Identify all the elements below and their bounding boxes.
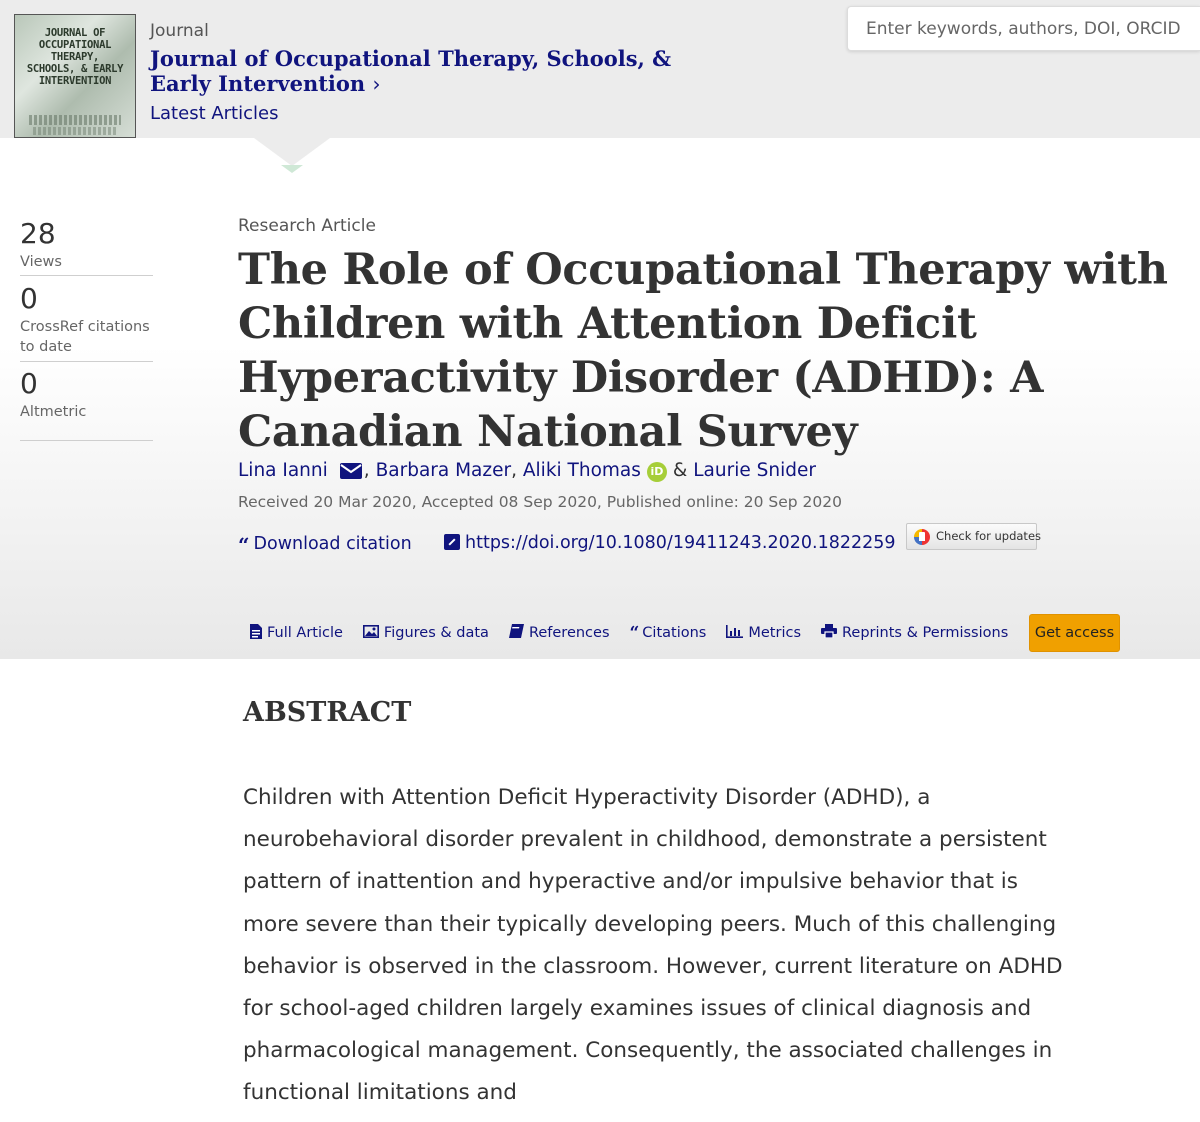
journal-title-link[interactable] [150,46,710,97]
abstract-text: Children with Attention Deficit Hyperactivity Disorder (ADHD), a neurobehavioral disorder prevalent in childhood, demonstrate a persistent pattern of inattention and hyperactive and/or impulsive behavior that is more severe than their typically developing peers. Much of this challenging behavior is observed in the classroom. However, current literature on ADHD for school-aged children largely examines issues of clinical diagnosis and pharmacological management. Consequently, the associated challenges in functional limitations and [243,785,1063,1106]
author-link[interactable]: Aliki Thomas [522,460,641,481]
author-separator: , [511,460,517,481]
abstract-heading: ABSTRACT [243,697,412,728]
metric-altmetric[interactable] [20,369,153,441]
article-type: Research Article [238,216,376,236]
tab-references[interactable] [509,624,610,642]
doi-text: https://doi.org/10.1080/19411243.2020.1822259 [465,533,896,553]
tab-label: References [528,625,610,641]
metric-views-label: Views [20,254,62,270]
metric-crossref-citations[interactable] [20,284,153,362]
metric-views [20,219,153,276]
crossmark-icon [914,529,930,545]
author-link[interactable]: Barbara Mazer [375,460,512,481]
article-title: The Role of Occupational Therapy with Children with Attention Deficit Hyperactivity Disorder (ADHD): A Canadian National Survey [238,245,1168,457]
check-for-updates-button[interactable] [906,523,1042,550]
tab-label: Metrics [748,625,801,641]
check-updates-label: Check for updates [936,529,1042,543]
print-icon [821,624,837,642]
external-link-icon [444,534,460,550]
tab-reprints-permissions[interactable] [821,624,1008,642]
cover-title: JOURNAL OF OCCUPATIONAL THERAPY, SCHOOLS, & EARLY INTERVENTION [26,27,124,87]
download-citation-link[interactable] [238,533,412,557]
quote-icon: “ [629,623,640,643]
author-separator: & [672,460,688,481]
metric-views-value: 28 [20,217,56,250]
article-tab-nav [250,614,1028,652]
author-link[interactable]: Laurie Snider [693,460,816,481]
author-separator: , [363,460,370,481]
metric-crossref-label: CrossRef citations to date [20,319,150,355]
tab-citations[interactable] [630,623,707,643]
get-access-button[interactable]: Get access [1029,614,1120,652]
journal-title-text: Journal of Occupational Therapy, Schools, & Early Intervention [150,46,672,96]
email-icon[interactable] [340,463,362,484]
bar-chart-icon [726,625,743,642]
journal-cover-image[interactable] [14,14,136,138]
document-icon [250,624,262,643]
journal-label: Journal [150,21,209,41]
quote-icon: “ [238,533,250,557]
header-pointer-arrow [254,138,330,166]
tab-full-article[interactable] [250,624,343,643]
latest-articles-link[interactable]: Latest Articles [150,103,279,124]
cover-subtitle-decoration [29,115,121,125]
author-link[interactable]: Lina Ianni [238,460,328,481]
tab-metrics[interactable] [726,625,801,642]
chevron-right-icon: › [372,72,381,96]
author-list [238,460,816,484]
image-icon [363,625,379,642]
book-icon [509,624,524,642]
tab-label: Citations [642,625,707,641]
doi-link[interactable] [444,533,896,553]
tab-figures-data[interactable] [363,625,489,642]
cover-subtitle-decoration [33,127,117,135]
metric-altmetric-value: 0 [20,367,38,400]
publication-dates: Received 20 Mar 2020, Accepted 08 Sep 2020, Published online: 20 Sep 2020 [238,493,843,511]
metric-crossref-value: 0 [20,282,38,315]
tab-label: Full Article [267,625,343,641]
journal-header [0,0,1200,138]
download-citation-label: Download citation [253,534,412,554]
tab-label: Reprints & Permissions [842,625,1009,641]
orcid-icon[interactable]: iD [647,462,667,482]
search-input[interactable] [847,6,1200,51]
metric-altmetric-label: Altmetric [20,404,87,420]
tab-label: Figures & data [383,625,489,641]
